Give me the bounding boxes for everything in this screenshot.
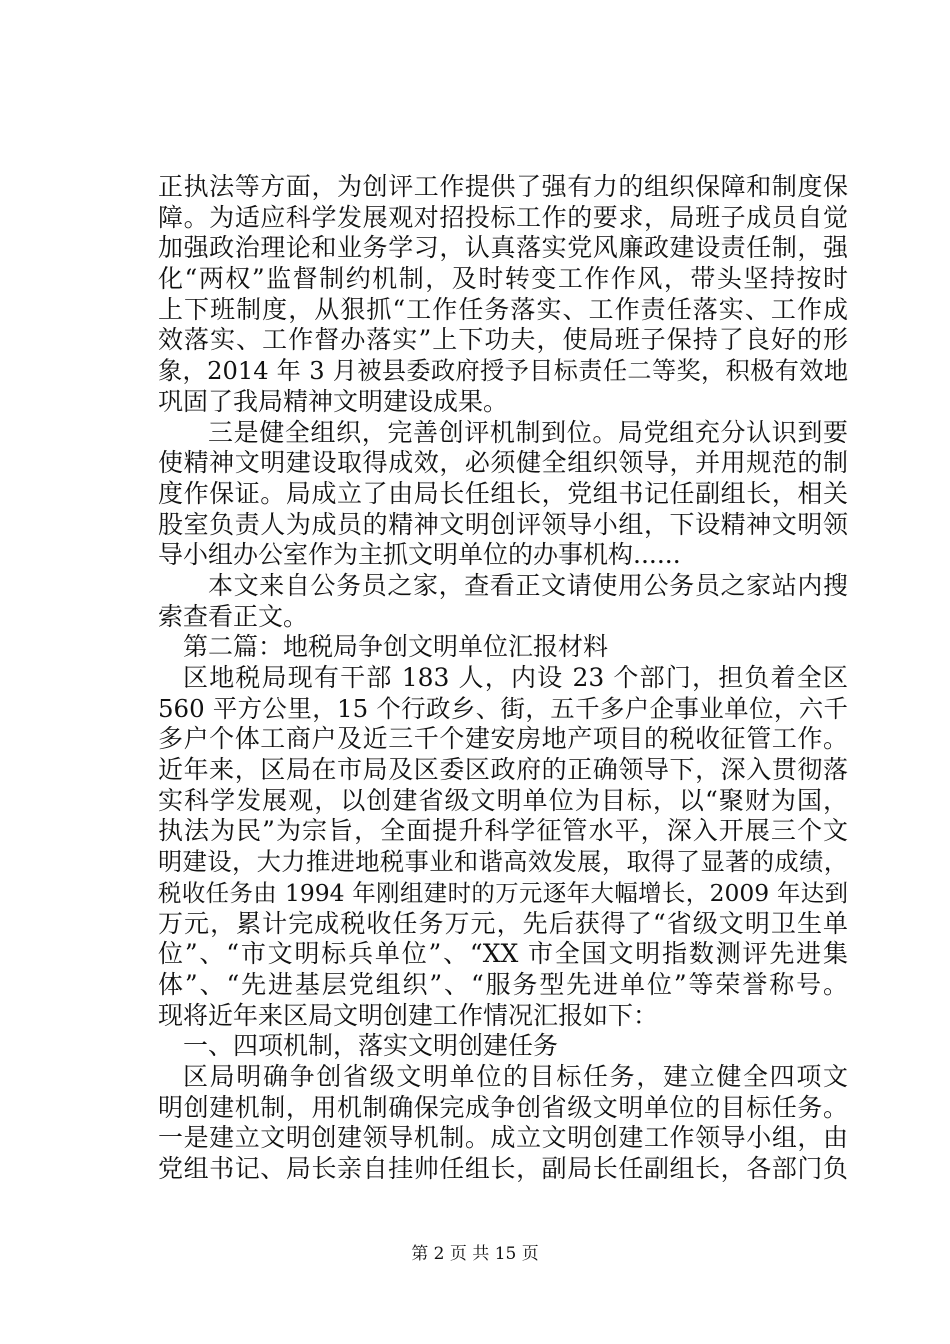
text-line: 万元，累计完成税收任务万元，先后获得了“省级文明卫生单 — [158, 908, 848, 938]
text-line: 股室负责人为成员的精神文明创评领导小组，下设精神文明领 — [158, 509, 848, 539]
text-line: 正执法等方面，为创评工作提供了强有力的组织保障和制度保 — [158, 172, 848, 201]
text-line: 区地税局现有干部 183 人，内设 23 个部门，担负着全区 — [183, 663, 848, 692]
document-body — [158, 172, 848, 1185]
text-line: 一、四项机制，落实文明创建任务 — [183, 1031, 559, 1061]
text-line: 560 平方公里，15 个行政乡、街，五千多户企事业单位，六千 — [158, 693, 848, 723]
text-line: 障。为适应科学发展观对招投标工作的要求，局班子成员自觉 — [158, 202, 848, 232]
text-line: 第二篇：地税局争创文明单位汇报材料 — [183, 632, 609, 662]
text-line: 税收任务由 1994 年刚组建时的万元逐年大幅增长，2009 年达到 — [158, 878, 848, 907]
text-line: 现将近年来区局文明创建工作情况汇报如下： — [158, 1000, 659, 1030]
text-line: 化“两权”监督制约机制，及时转变工作作风，带头坚持按时 — [158, 264, 848, 294]
text-line: 明建设，大力推进地税事业和谐高效发展，取得了显著的成绩， — [158, 847, 848, 877]
text-line: 上下班制度，从狠抓“工作任务落实、工作责任落实、工作成 — [158, 294, 848, 324]
text-line: 本文来自公务员之家，查看正文请使用公务员之家站内搜 — [208, 570, 848, 600]
text-line: 度作保证。局成立了由局长任组长，党组书记任副组长，相关 — [158, 478, 848, 508]
text-line: 效落实、工作督办落实”上下功夫，使局班子保持了良好的形 — [158, 325, 848, 355]
text-line: 多户个体工商户及近三千个建安房地产项目的税收征管工作。 — [158, 724, 848, 754]
text-line: 导小组办公室作为主抓文明单位的办事机构...... — [158, 540, 681, 570]
text-line: 索查看正文。 — [158, 601, 309, 631]
text-line: 加强政治理论和业务学习，认真落实党风廉政建设责任制，强 — [158, 233, 848, 263]
text-line: 执法为民”为宗旨，全面提升科学征管水平，深入开展三个文 — [158, 816, 848, 846]
text-line: 巩固了我局精神文明建设成果。 — [158, 386, 509, 416]
text-line: 位”、“市文明标兵单位”、“XX 市全国文明指数测评先进集 — [158, 939, 848, 969]
text-line: 近年来，区局在市局及区委区政府的正确领导下，深入贯彻落 — [158, 755, 848, 785]
text-line: 体”、“先进基层党组织”、“服务型先进单位”等荣誉称号。 — [158, 969, 848, 999]
text-line: 一是建立文明创建领导机制。成立文明创建工作领导小组，由 — [158, 1123, 848, 1153]
text-line: 使精神文明建设取得成效，必须健全组织领导，并用规范的制 — [158, 448, 848, 478]
text-line: 党组书记、局长亲自挂帅任组长，副局长任副组长，各部门负 — [158, 1154, 848, 1183]
text-line: 三是健全组织，完善创评机制到位。局党组充分认识到要 — [208, 417, 848, 447]
text-line: 区局明确争创省级文明单位的目标任务，建立健全四项文 — [183, 1061, 848, 1091]
text-line: 明创建机制，用机制确保完成争创省级文明单位的目标任务。 — [158, 1092, 848, 1122]
text-line: 实科学发展观，以创建省级文明单位为目标，以“聚财为国， — [158, 785, 848, 815]
page-footer: 第 2 页 共 15 页 — [411, 1244, 539, 1264]
text-line: 象，2014 年 3 月被县委政府授予目标责任二等奖，积极有效地 — [158, 357, 848, 386]
